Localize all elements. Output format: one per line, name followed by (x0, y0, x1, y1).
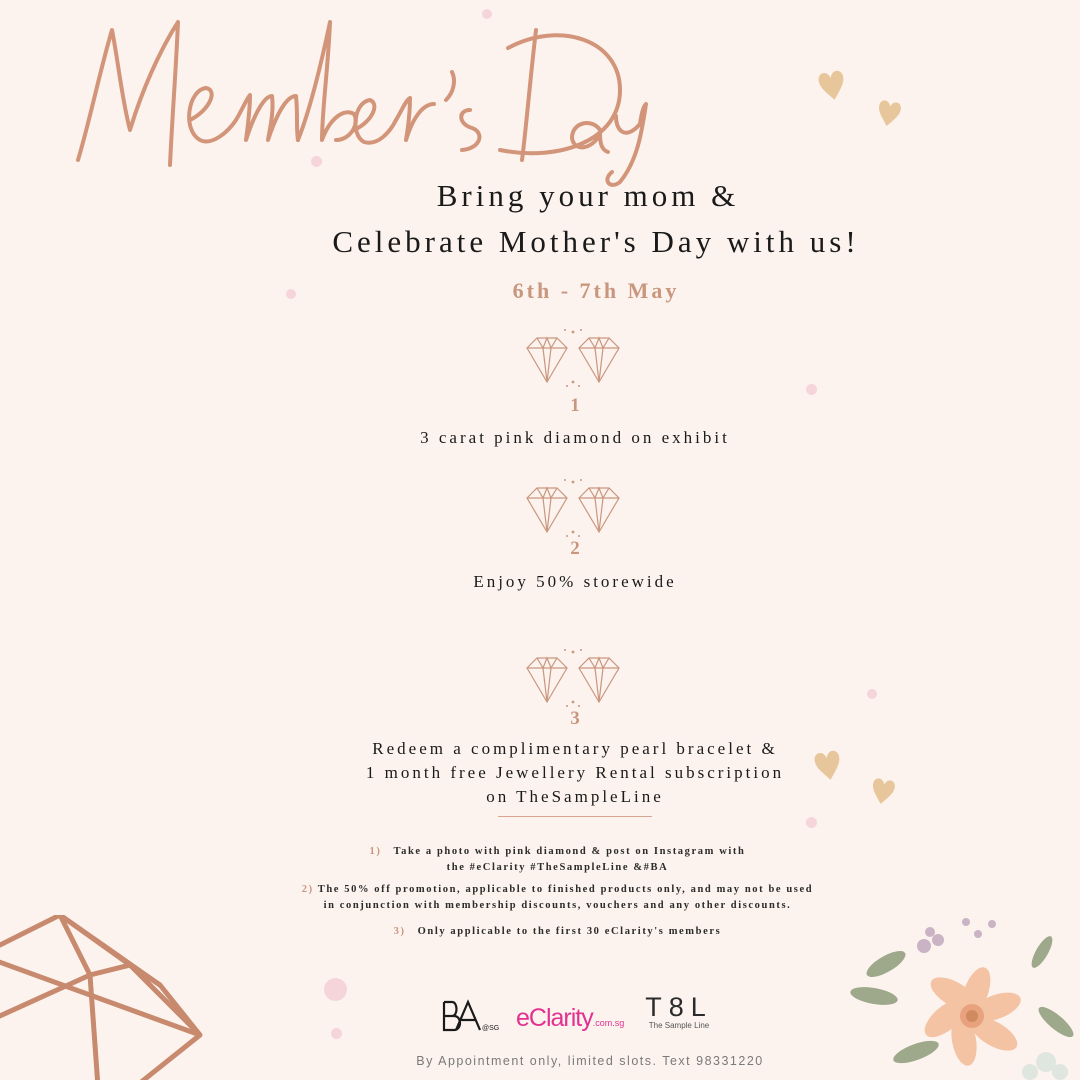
divider (498, 816, 652, 817)
ba-logo (440, 996, 500, 1036)
note-2-line-1: The 50% off promotion, applicable to finished products only, and may not be used (317, 884, 814, 895)
decor-dot (806, 817, 817, 828)
diamond-icon (521, 476, 629, 540)
heart-icon (818, 68, 846, 102)
note-3-line-1: Only applicable to the first 30 eClarity's members (417, 926, 722, 937)
the-sample-line-name: The Sample Line (648, 1021, 710, 1030)
decor-dot (806, 384, 817, 395)
note-2-line-2: in conjunction with membership discounts, vouchers and any other discounts. (323, 900, 792, 911)
decor-dot (324, 978, 347, 1001)
eclarity-logo-name: eClarity (516, 1004, 593, 1032)
perk-3-number: 3 (570, 708, 580, 729)
diamond-icon (521, 326, 629, 390)
note-1-line-2: the #eClarity #TheSampleLine &#BA (446, 862, 669, 873)
svg-text:@SG: @SG (482, 1025, 500, 1032)
eclarity-logo (516, 1004, 624, 1033)
decor-dot (867, 689, 877, 699)
event-dates: 6th - 7th May (512, 278, 680, 303)
heart-icon (876, 98, 902, 128)
headline-line-1: Bring your mom & (436, 178, 740, 213)
eclarity-logo-domain: .com.sg (592, 1018, 625, 1028)
note-2-number: 2) (301, 884, 314, 895)
note-1 (0, 844, 1080, 876)
perk-1-text: 3 carat pink diamond on exhibit (420, 428, 730, 447)
note-1-number: 1) (369, 846, 382, 857)
perk-3-text-line-1: Redeem a complimentary pearl bracelet & (372, 739, 778, 758)
note-2 (0, 882, 1080, 914)
decor-dot (331, 1028, 342, 1039)
the-sample-line-logo (644, 992, 714, 1030)
perk-2-text: Enjoy 50% storewide (473, 572, 677, 591)
the-sample-line-mark: T8L (645, 992, 713, 1022)
diamond-icon (521, 646, 629, 710)
perk-1-number: 1 (570, 395, 580, 416)
perk-2-number: 2 (570, 538, 580, 559)
headline-line-2: Celebrate Mother's Day with us! (332, 224, 860, 259)
members-day-script-title (60, 0, 680, 190)
note-1-line-1: Take a photo with pink diamond & post on Instagram with (393, 846, 746, 857)
note-3-number: 3) (393, 926, 406, 937)
perk-3-text-line-2: 1 month free Jewellery Rental subscription (365, 763, 785, 782)
perk-3-text-line-3: on TheSampleLine (486, 787, 664, 806)
footer-appointment-text: By Appointment only, limited slots. Text 98331220 (416, 1054, 764, 1068)
